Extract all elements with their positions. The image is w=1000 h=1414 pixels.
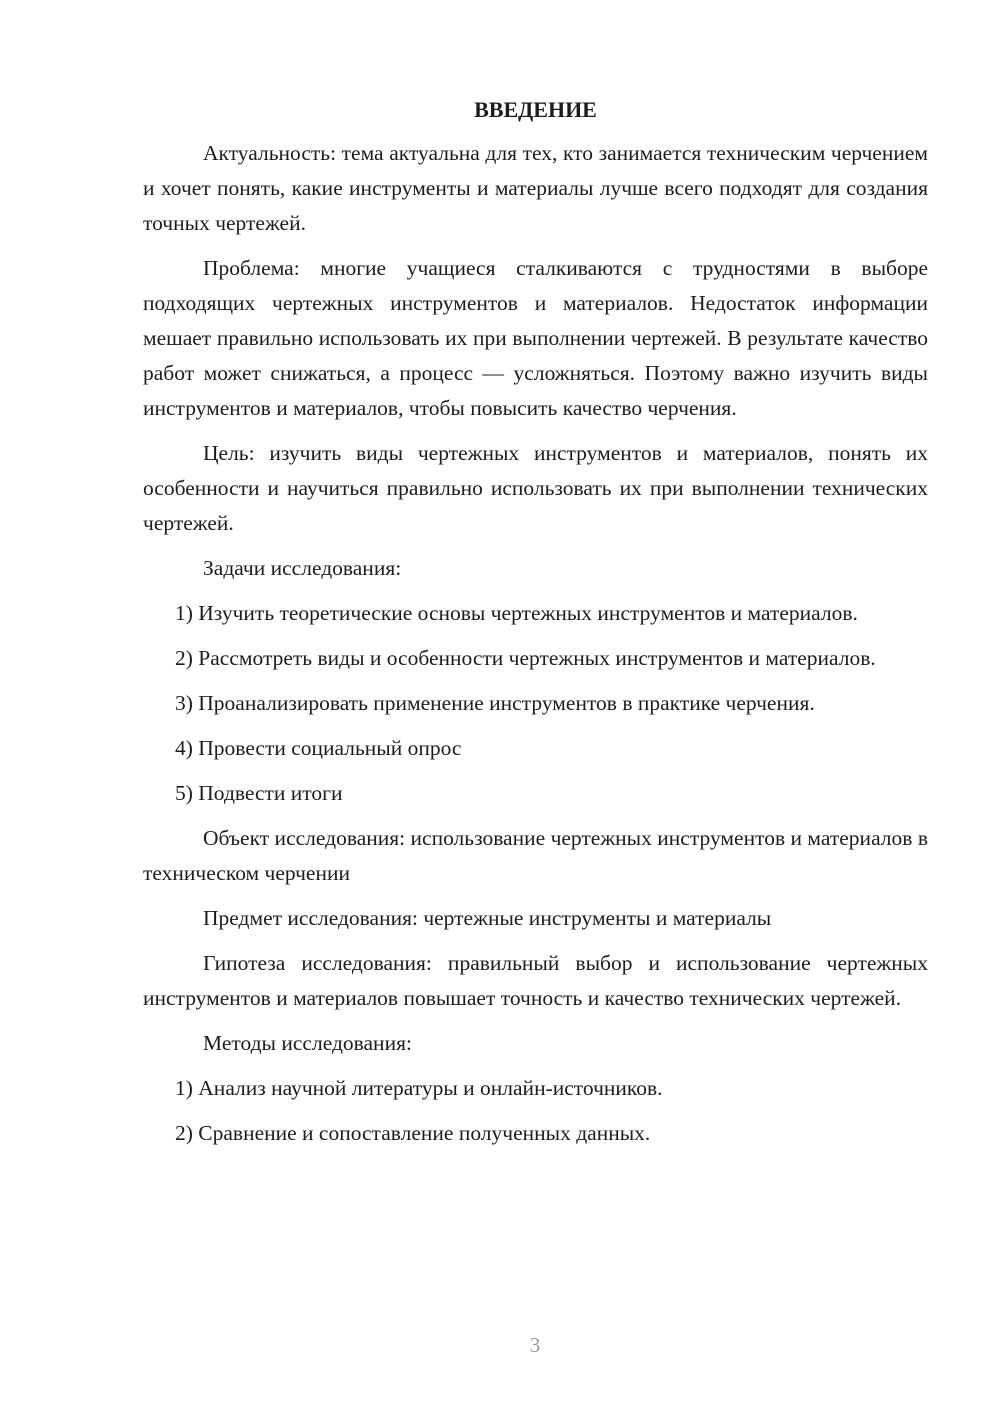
- subject-paragraph: Предмет исследования: чертежные инструменты и материалы: [203, 906, 772, 930]
- page-number: 3: [529, 1333, 541, 1357]
- hypothesis-paragraph: Гипотеза исследования: правильный выбор и использование чертежных инструментов и материалов повышает точность и качество технических чертежей.: [143, 951, 928, 1010]
- object-paragraph: Объект исследования: использование чертежных инструментов и материалов в техническом черчении: [143, 826, 928, 885]
- task-item-1: 1) Изучить теоретические основы чертежных инструментов и материалов.: [175, 601, 858, 625]
- tasks-title: Задачи исследования:: [203, 556, 402, 580]
- method-item-1: 1) Анализ научной литературы и онлайн-источников.: [175, 1076, 663, 1100]
- problem-paragraph: Проблема: многие учащиеся сталкиваются с трудностями в выборе подходящих чертежных инструментов и материалов. Недостаток информации мешает правильно использовать их при выполнении чертежей. В результате качество работ может снижаться, а процесс — усложняться. Поэтому важно изучить виды инструментов и материалов, чтобы повысить качество черчения.: [143, 256, 928, 420]
- task-item-5: 5) Подвести итоги: [175, 781, 343, 805]
- relevance-paragraph: Актуальность: тема актуальна для тех, кто занимается техническим черчением и хочет понять, какие инструменты и материалы лучше всего подходят для создания точных чертежей.: [143, 141, 928, 235]
- task-item-4: 4) Провести социальный опрос: [175, 736, 462, 760]
- method-item-2: 2) Сравнение и сопоставление полученных данных.: [175, 1121, 651, 1145]
- methods-title: Методы исследования:: [203, 1031, 412, 1055]
- task-item-2: 2) Рассмотреть виды и особенности чертежных инструментов и материалов.: [175, 646, 876, 670]
- task-item-3: 3) Проанализировать применение инструментов в практике черчения.: [175, 691, 815, 715]
- goal-paragraph: Цель: изучить виды чертежных инструментов и материалов, понять их особенности и научиться правильно использовать их при выполнении технических чертежей.: [143, 441, 928, 535]
- section-heading: ВВЕДЕНИЕ: [474, 97, 597, 122]
- document-page: [143, 88, 928, 1151]
